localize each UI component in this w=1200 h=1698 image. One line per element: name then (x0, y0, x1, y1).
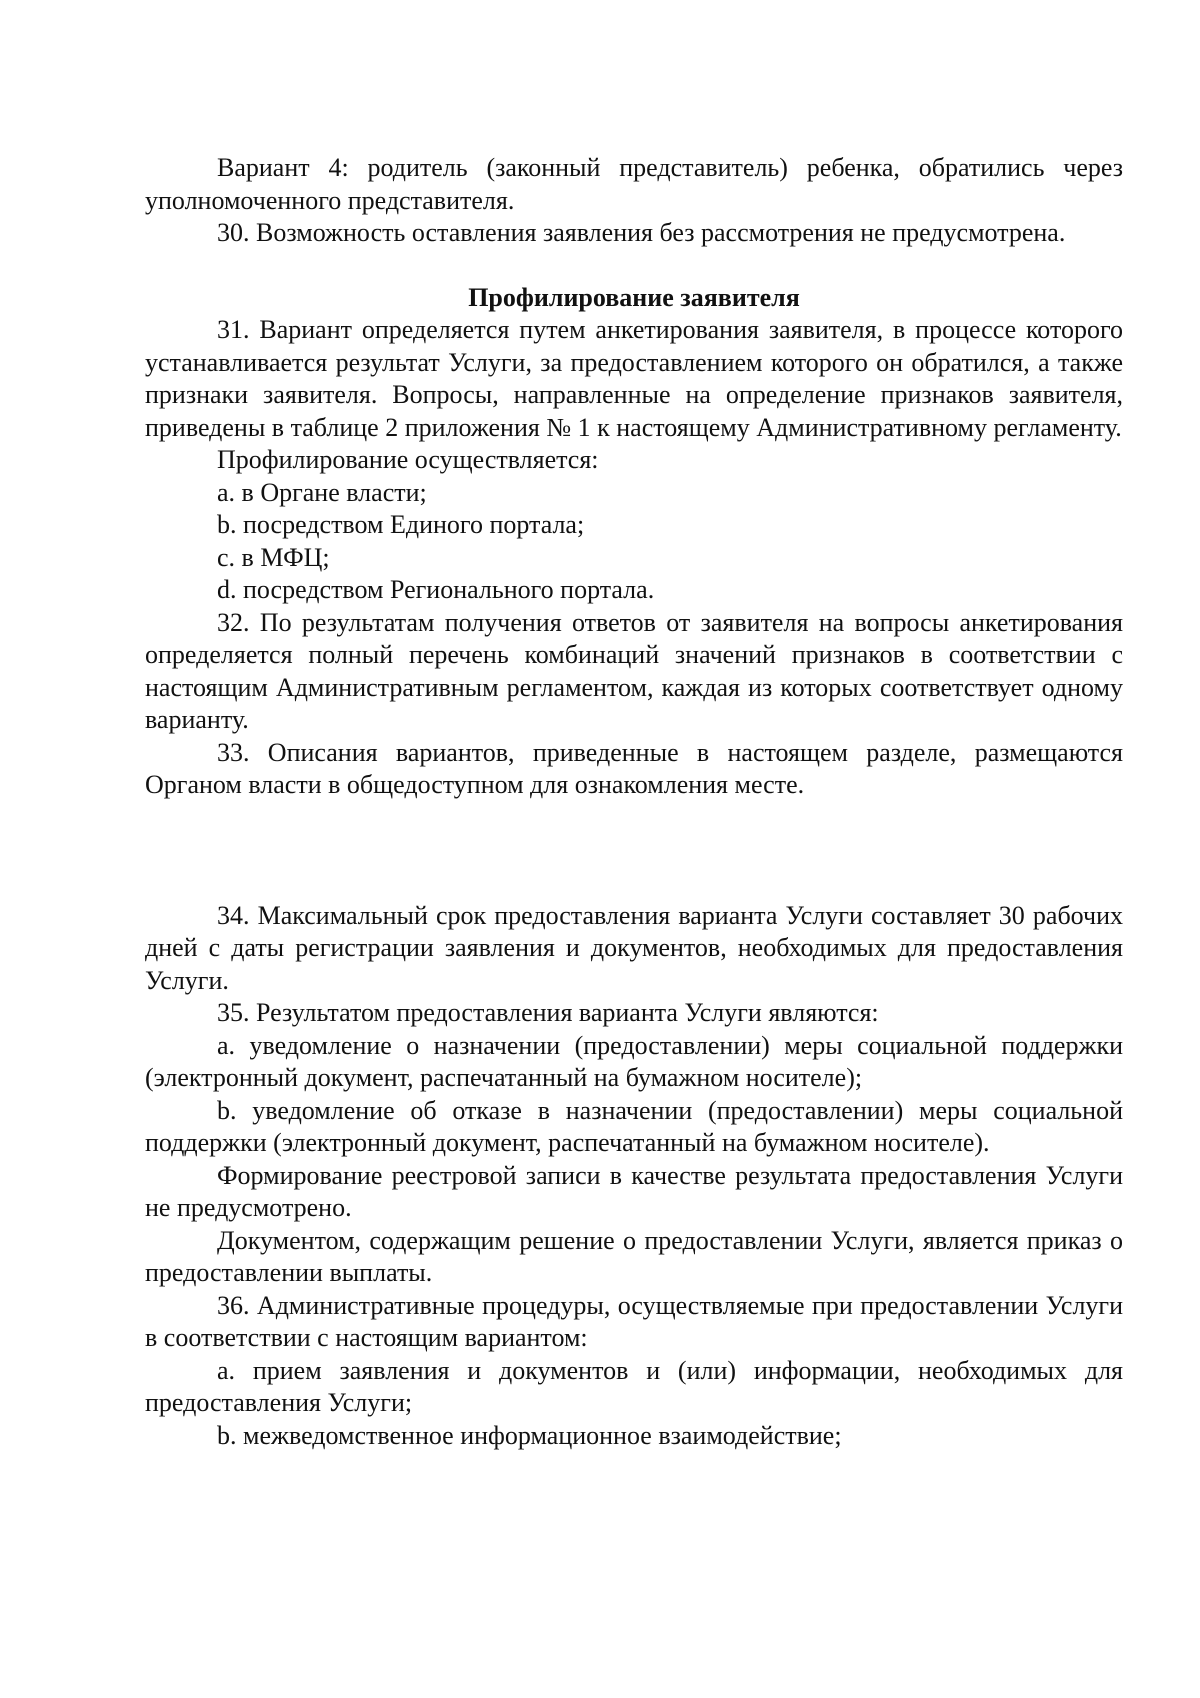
paragraph-36: 36. Административные процедуры, осуществляемые при предоставлении Услуги в соответствии с настоящим вариантом: (145, 1290, 1123, 1352)
paragraph-32: 32. По результатам получения ответов от заявителя на вопросы анкетирования определяется полный перечень комбинаций значений признаков в соответствии с настоящим Административным регламентом, каждая из которых соответствует одному варианту. (145, 607, 1123, 734)
spacer (145, 250, 1123, 282)
paragraph-34: 34. Максимальный срок предоставления варианта Услуги составляет 30 рабочих дней с даты регистрации заявления и документов, необходимых для предоставления Услуги. (145, 900, 1123, 995)
document-body (145, 152, 1123, 1452)
paragraph-36a: a. прием заявления и документов и (или) информации, необходимых для предоставления Услуги; (145, 1355, 1123, 1417)
paragraph-profiling-intro: Профилирование осуществляется: (217, 445, 599, 474)
paragraph-33: 33. Описания вариантов, приведенные в настоящем разделе, размещаются Органом власти в общедоступном для ознакомления месте. (145, 737, 1123, 799)
profiling-list-item: c. в МФЦ; (217, 542, 330, 572)
profiling-list-item: d. посредством Регионального портала. (217, 575, 655, 604)
paragraph-31: 31. Вариант определяется путем анкетирования заявителя, в процессе которого устанавливается результат Услуги, за предоставлением которого он обратился, а также признаки заявителя. Вопросы, направленные на определение признаков заявителя, приведены в таблице 2 приложения № 1 к настоящему Административному регламенту. (145, 315, 1123, 442)
paragraph-variant-4: Вариант 4: родитель (законный представитель) ребенка, обратились через уполномоченного представителя. (145, 153, 1123, 215)
paragraph-decision: Документом, содержащим решение о предоставлении Услуги, является приказ о предоставлении выплаты. (145, 1225, 1123, 1287)
paragraph-registry: Формирование реестровой записи в качестве результата предоставления Услуги не предусмотрено. (145, 1160, 1123, 1222)
profiling-list-item: b. посредством Единого портала; (217, 510, 585, 539)
spacer (145, 802, 1123, 900)
paragraph-30: 30. Возможность оставления заявления без рассмотрения не предусмотрена. (217, 218, 1066, 247)
paragraph-35b: b. уведомление об отказе в назначении (предоставлении) меры социальной поддержки (электронный документ, распечатанный на бумажном носителе). (145, 1095, 1123, 1157)
paragraph-36b: b. межведомственное информационное взаимодействие; (217, 1420, 842, 1450)
profiling-list-item: a. в Органе власти; (217, 477, 427, 507)
paragraph-35a: a. уведомление о назначении (предоставлении) меры социальной поддержки (электронный документ, распечатанный на бумажном носителе); (145, 1030, 1123, 1092)
section-heading: Профилирование заявителя (468, 282, 800, 312)
paragraph-35: 35. Результатом предоставления варианта Услуги являются: (217, 998, 879, 1027)
